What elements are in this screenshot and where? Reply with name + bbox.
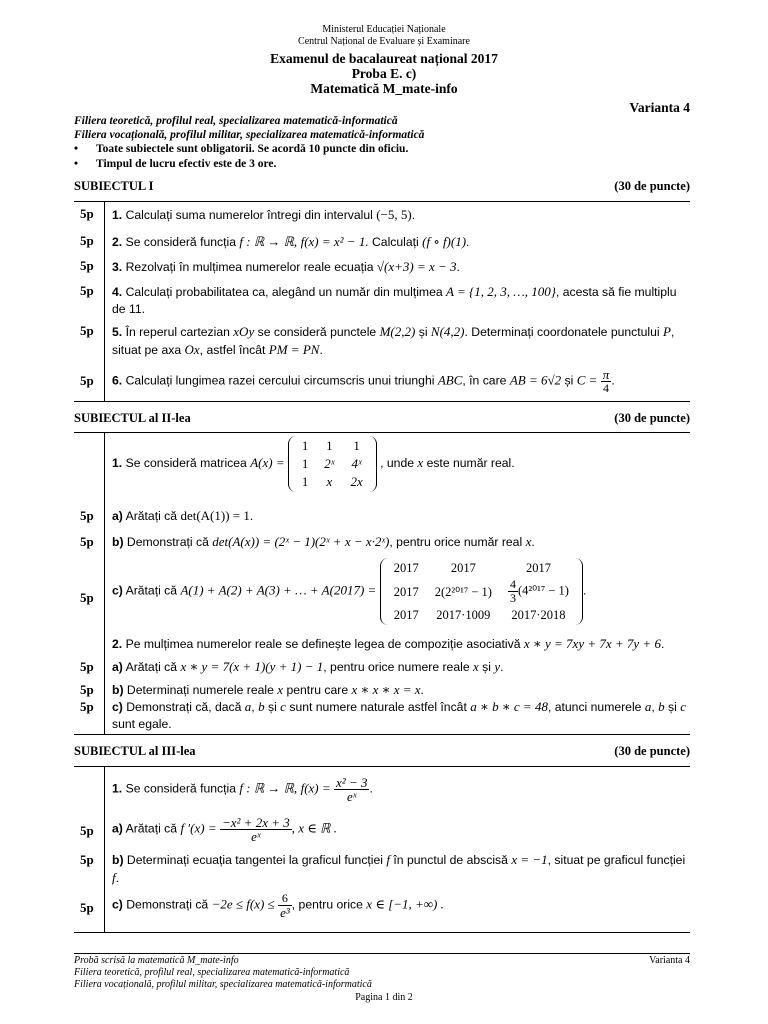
section-3-title: SUBIECTUL al III-lea bbox=[74, 744, 196, 758]
s2-1c: c) Arătați că A(1) + A(2) + A(3) + … + A(2017) = 2017 2017 2017 2017 2(2²⁰¹⁷ − 1) $\frac{4}{3}$ (4²⁰¹⁷ − 1) 2017 2017·1009 2017·2018 . bbox=[112, 558, 690, 625]
points-q3: 5p bbox=[80, 258, 94, 273]
divider bbox=[74, 734, 690, 735]
bullet-1: • Toate subiectele sunt obligatorii. Se acordă 10 puncte din oficiu. bbox=[74, 143, 409, 155]
points-2-1c: 5p bbox=[80, 590, 94, 605]
section-2-points: (30 de puncte) bbox=[614, 411, 690, 425]
section-1-points: (30 de puncte) bbox=[614, 179, 690, 193]
section-2-title: SUBIECTUL al II-lea bbox=[74, 411, 191, 425]
footer-line-3: Filiera vocațională, profilul militar, specializarea matematică-informatică bbox=[74, 979, 372, 990]
points-2-1a: 5p bbox=[80, 508, 94, 523]
section-1-title: SUBIECTUL I bbox=[74, 179, 154, 193]
s2-2b: b) Determinați numerele reale x pentru care x ∗ x ∗ x = x. bbox=[112, 682, 424, 697]
divider bbox=[74, 766, 690, 767]
section-3-points: (30 de puncte) bbox=[614, 744, 690, 758]
s3-1a: a) Arătați că f ′(x) = $\frac{\text{−x² + 2x + 3}}{\text{eˣ}}$ , x ∈ ℝ . bbox=[112, 815, 337, 844]
page-number: Pagina 1 din 2 bbox=[355, 992, 413, 1003]
divider bbox=[74, 932, 690, 933]
divider bbox=[74, 401, 690, 402]
s1-q4: 4. Calculați probabilitatea ca, alegând un număr din mulțimea A = {1, 2, 3, …, 100}, acesta să fie multiplu de 11. bbox=[112, 284, 677, 316]
points-q1: 5p bbox=[80, 206, 94, 221]
points-3-1a: 5p bbox=[80, 823, 94, 838]
center-line: Centrul Național de Evaluare și Examinare bbox=[298, 36, 470, 47]
points-3-1c: 5p bbox=[80, 900, 94, 915]
s1-q6: 6. Calculați lungimea razei cercului circumscris unui triunghi ABC, în care AB = 6√2 și C = $\frac{\pi}{4}$ . bbox=[112, 367, 615, 395]
filiera-2: Filiera vocațională, profilul militar, specializarea matematică-informatică bbox=[74, 129, 425, 141]
points-q2: 5p bbox=[80, 233, 94, 248]
footer-variant: Varianta 4 bbox=[649, 955, 690, 966]
points-column-divider bbox=[104, 432, 105, 734]
points-column-divider bbox=[104, 201, 105, 401]
filiera-1: Filiera teoretică, profilul real, specializarea matematică-informatică bbox=[74, 115, 398, 127]
s3-1c: c) Demonstrați că −2e ≤ f(x) ≤ $\frac{6}{\text{e³}}$ , pentru orice x ∈ [−1, +∞) . bbox=[112, 891, 444, 920]
divider bbox=[74, 432, 690, 433]
s2-1b: b) Demonstrați că det(A(x)) = (2ˣ − 1)(2ˣ + x − x·2ˣ), pentru orice număr real x. bbox=[112, 534, 535, 549]
s1-q1: 1. Calculați suma numerelor întregi din intervalul (−5, 5). bbox=[112, 207, 416, 222]
points-3-1b: 5p bbox=[80, 852, 94, 867]
matrix-A: 1 1 1 1 2ˣ 4ˣ 1 x 2x bbox=[288, 436, 377, 492]
s2-1a: a) Arătați că det(A(1)) = 1. bbox=[112, 508, 254, 523]
s3-1b: b) Determinați ecuația tangentei la graficul funcției f în punctul de abscisă x = −1, situat pe graficul funcției f. bbox=[112, 852, 686, 885]
proba-title: Proba E. c) bbox=[351, 66, 417, 81]
divider bbox=[74, 201, 690, 202]
s2-p2: 2. Pe mulțimea numerelor reale se definește legea de compoziție asociativă x ∗ y = 7xy + 7x + 7y + 6. bbox=[112, 636, 665, 651]
ministry-line: Ministerul Educației Naționale bbox=[322, 24, 446, 35]
s2-p1: 1. Se consideră matricea A(x) = 1 1 1 1 2ˣ 4ˣ 1 x 2x , unde x este număr real. bbox=[112, 436, 690, 492]
section-1-header bbox=[74, 179, 690, 194]
points-2-1b: 5p bbox=[80, 534, 94, 549]
points-q4: 5p bbox=[80, 283, 94, 298]
section-3-header bbox=[74, 744, 690, 759]
variant-label: Varianta 4 bbox=[629, 100, 690, 115]
footer-line-2: Filiera teoretică, profilul real, specializarea matematică-informatică bbox=[74, 967, 350, 978]
bullet-2: • Timpul de lucru efectiv este de 3 ore. bbox=[74, 158, 277, 170]
points-2-2c: 5p bbox=[80, 699, 94, 714]
subject-title: Matematică M_mate-info bbox=[310, 81, 458, 96]
matrix-sum: 2017 2017 2017 2017 2(2²⁰¹⁷ − 1) $\frac{4}{3}$ (4²⁰¹⁷ − 1) 2017 2017·1009 2017·2018 bbox=[380, 558, 583, 625]
points-2-2a: 5p bbox=[80, 659, 94, 674]
points-column-divider bbox=[104, 766, 105, 932]
s1-q2: 2. Se consideră funcția f : ℝ → ℝ, f(x) = x² − 1. Calculați (f ∘ f)(1). bbox=[112, 234, 470, 249]
footer-line-1: Probă scrisă la matematică M_mate-info bbox=[74, 955, 239, 966]
section-2-header bbox=[74, 411, 690, 426]
s1-q5: 5. În reperul cartezian xOy se consideră punctele M(2,2) și N(4,2). Determinați coordonatele punctului P, situat pe axa Ox, astfel încât PM = PN. bbox=[112, 324, 675, 357]
points-q5: 5p bbox=[80, 323, 94, 338]
s2-2a: a) Arătați că x ∗ y = 7(x + 1)(y + 1) − 1, pentru orice numere reale x și y. bbox=[112, 659, 504, 674]
s1-q3: 3. Rezolvați în mulțimea numerelor reale ecuația √(x+3) = x − 3. bbox=[112, 259, 460, 274]
s2-2c: c) Demonstrați că, dacă a, b și c sunt numere naturale astfel încât a ∗ b ∗ c = 48, atunci numerele a, b și c sunt egale. bbox=[112, 699, 686, 731]
s3-p1: 1. Se consideră funcția f : ℝ → ℝ, f(x) = $\frac{\text{x² − 3}}{\text{eˣ}}$ . bbox=[112, 775, 373, 804]
points-2-2b: 5p bbox=[80, 682, 94, 697]
points-q6: 5p bbox=[80, 373, 94, 388]
exam-title: Examenul de bacalaureat național 2017 bbox=[270, 51, 498, 66]
footer-divider bbox=[74, 953, 690, 954]
